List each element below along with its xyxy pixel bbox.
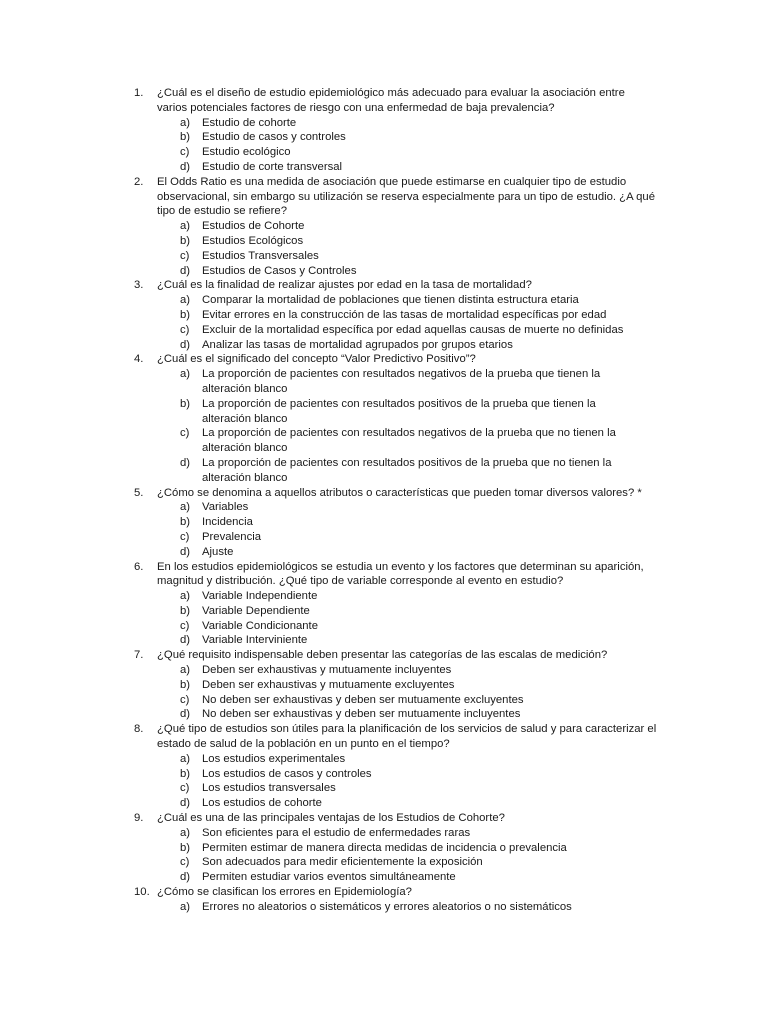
answer-option — [180, 841, 768, 856]
option-text: Excluir de la mortalidad específica por edad aquellas causas de muerte no definidas — [202, 323, 624, 336]
answer-option — [180, 826, 768, 841]
answer-option — [180, 693, 768, 708]
question-2 — [0, 175, 768, 279]
option-text: Estudio de corte transversal — [202, 160, 343, 173]
option-letter: a) — [180, 590, 191, 603]
question-5 — [0, 486, 768, 560]
answer-option — [180, 426, 768, 456]
option-letter: d) — [180, 160, 191, 173]
option-text: Los estudios de cohorte — [202, 797, 322, 810]
option-text: Los estudios transversales — [202, 782, 336, 795]
option-text: Permiten estudiar varios eventos simultáneamente — [202, 871, 456, 884]
answer-option — [180, 367, 768, 397]
answer-option — [180, 633, 768, 648]
option-text: La proporción de pacientes con resultados positivos de la prueba que no tienen la alteración blanco — [202, 456, 612, 484]
option-letter: d) — [180, 545, 191, 558]
answer-option — [180, 900, 768, 915]
option-text: Variable Interviniente — [202, 634, 308, 647]
option-text: La proporción de pacientes con resultados positivos de la prueba que tienen la alteración blanco — [202, 397, 596, 425]
answer-option — [180, 219, 768, 234]
option-text: Ajuste — [202, 545, 234, 558]
answer-option — [180, 752, 768, 767]
option-letter: b) — [180, 234, 191, 247]
option-text: Comparar la mortalidad de poblaciones que tienen distinta estructura etaria — [202, 294, 579, 307]
option-letter: b) — [180, 397, 191, 410]
question-10 — [0, 885, 768, 915]
option-text: Estudios de Casos y Controles — [202, 264, 357, 277]
option-letter: b) — [180, 516, 191, 529]
option-text: Son adecuados para medir eficientemente la exposición — [202, 856, 483, 869]
option-letter: a) — [180, 501, 191, 514]
question-1 — [0, 86, 768, 175]
answer-option — [180, 870, 768, 885]
answer-option — [180, 530, 768, 545]
option-text: Estudios de Cohorte — [202, 220, 305, 233]
question-number: 3. — [134, 279, 144, 292]
option-letter: c) — [180, 249, 190, 262]
option-text: Permiten estimar de manera directa medidas de incidencia o prevalencia — [202, 841, 567, 854]
question-number: 8. — [134, 723, 144, 736]
answer-option — [180, 323, 768, 338]
option-text: Evitar errores en la construcción de las tasas de mortalidad específicas por edad — [202, 308, 607, 321]
question-9 — [0, 811, 768, 885]
answer-option — [180, 678, 768, 693]
option-text: Prevalencia — [202, 530, 262, 543]
answer-option — [180, 545, 768, 560]
question-text: ¿Cuál es la finalidad de realizar ajustes por edad en la tasa de mortalidad? — [157, 279, 532, 292]
option-text: Estudio de cohorte — [202, 116, 297, 129]
question-number: 9. — [134, 812, 144, 825]
question-number: 5. — [134, 486, 144, 499]
option-letter: c) — [180, 323, 190, 336]
option-text: Estudio de casos y controles — [202, 131, 346, 144]
option-letter: b) — [180, 841, 191, 854]
answer-option — [180, 234, 768, 249]
option-text: Estudios Transversales — [202, 249, 319, 262]
option-letter: b) — [180, 767, 191, 780]
answer-option — [180, 707, 768, 722]
option-letter: c) — [180, 427, 190, 440]
option-letter: a) — [180, 116, 191, 129]
answer-option — [180, 397, 768, 427]
option-letter: d) — [180, 871, 191, 884]
answer-option — [180, 456, 768, 486]
option-text: Variable Dependiente — [202, 604, 310, 617]
option-letter: a) — [180, 900, 191, 913]
answer-option — [180, 145, 768, 160]
option-letter: a) — [180, 826, 191, 839]
question-text: En los estudios epidemiológicos se estudia un evento y los factores que determinan su aparición, magnitud y distribución. ¿Qué tipo de variable corresponde al evento en estudio? — [157, 560, 644, 588]
option-text: Errores no aleatorios o sistemáticos y errores aleatorios o no sistemáticos — [202, 900, 572, 913]
question-6 — [0, 560, 768, 649]
question-4 — [0, 352, 768, 485]
answer-option — [180, 619, 768, 634]
option-letter: a) — [180, 368, 191, 381]
question-text: ¿Qué requisito indispensable deben presentar las categorías de las escalas de medición? — [157, 649, 608, 662]
option-letter: c) — [180, 782, 190, 795]
option-letter: b) — [180, 604, 191, 617]
answer-option — [180, 589, 768, 604]
answer-option — [180, 781, 768, 796]
answer-option — [180, 116, 768, 131]
answer-option — [180, 130, 768, 145]
option-letter: b) — [180, 131, 191, 144]
question-7 — [0, 648, 768, 722]
answer-option — [180, 293, 768, 308]
option-text: Analizar las tasas de mortalidad agrupados por grupos etarios — [202, 338, 513, 351]
option-letter: c) — [180, 530, 190, 543]
option-letter: d) — [180, 264, 191, 277]
option-letter: c) — [180, 146, 190, 159]
question-3 — [0, 278, 768, 352]
question-text: ¿Cuál es el diseño de estudio epidemiológico más adecuado para evaluar la asociación entre varios potenciales factores de riesgo con una enfermedad de baja prevalencia? — [157, 87, 625, 114]
option-letter: d) — [180, 338, 191, 351]
question-text: ¿Cómo se denomina a aquellos atributos o características que pueden tomar diversos valores? * — [157, 486, 642, 499]
option-text: Variable Condicionante — [202, 619, 318, 632]
option-letter: c) — [180, 693, 190, 706]
option-text: Variables — [202, 501, 249, 514]
option-letter: a) — [180, 664, 191, 677]
option-letter: a) — [180, 220, 191, 233]
option-text: Estudio ecológico — [202, 146, 291, 159]
question-text: ¿Cómo se clasifican los errores en Epidemiología? — [157, 886, 412, 899]
option-text: Son eficientes para el estudio de enfermedades raras — [202, 826, 471, 839]
option-letter: c) — [180, 619, 190, 632]
answer-option — [180, 855, 768, 870]
option-letter: a) — [180, 752, 191, 765]
option-letter: b) — [180, 308, 191, 321]
question-number: 2. — [134, 175, 144, 188]
question-number: 4. — [134, 353, 144, 366]
option-text: No deben ser exhaustivas y deben ser mutuamente incluyentes — [202, 708, 521, 721]
question-text: El Odds Ratio es una medida de asociación que puede estimarse en cualquier tipo de estudio observacional, sin embargo su utilización se reserva especialmente para un tipo de estudio. ¿A qué tipo de estudio se refiere? — [157, 175, 655, 218]
question-number: 7. — [134, 649, 144, 662]
option-text: La proporción de pacientes con resultados negativos de la prueba que no tienen la alteración blanco — [202, 427, 616, 455]
option-letter: b) — [180, 678, 191, 691]
answer-option — [180, 604, 768, 619]
option-letter: d) — [180, 456, 191, 469]
question-list — [0, 86, 768, 915]
option-letter: c) — [180, 856, 190, 869]
option-text: Deben ser exhaustivas y mutuamente excluyentes — [202, 678, 455, 691]
answer-option — [180, 796, 768, 811]
answer-option — [180, 515, 768, 530]
answer-option — [180, 500, 768, 515]
option-text: La proporción de pacientes con resultados negativos de la prueba que tienen la alteración blanco — [202, 368, 601, 395]
option-text: Variable Independiente — [202, 590, 318, 603]
option-text: No deben ser exhaustivas y deben ser mutuamente excluyentes — [202, 693, 524, 706]
option-text: Los estudios experimentales — [202, 752, 346, 765]
option-text: Los estudios de casos y controles — [202, 767, 372, 780]
answer-option — [180, 663, 768, 678]
answer-option — [180, 264, 768, 279]
option-letter: a) — [180, 294, 191, 307]
option-letter: d) — [180, 708, 191, 721]
answer-option — [180, 767, 768, 782]
option-text: Estudios Ecológicos — [202, 234, 304, 247]
question-number: 1. — [134, 87, 144, 99]
answer-option — [180, 338, 768, 353]
question-text: ¿Qué tipo de estudios son útiles para la planificación de los servicios de salud y para caracterizar el estado de salud de la población en un punto en el tiempo? — [157, 723, 657, 751]
option-letter: d) — [180, 797, 191, 810]
question-number: 10. — [134, 886, 150, 899]
option-text: Deben ser exhaustivas y mutuamente incluyentes — [202, 664, 452, 677]
option-text: Incidencia — [202, 516, 253, 529]
question-8 — [0, 722, 768, 811]
answer-option — [180, 249, 768, 264]
question-text: ¿Cuál es el significado del concepto “Valor Predictivo Positivo”? — [157, 353, 476, 366]
question-text: ¿Cuál es una de las principales ventajas de los Estudios de Cohorte? — [157, 812, 505, 825]
answer-option — [180, 160, 768, 175]
option-letter: d) — [180, 634, 191, 647]
question-number: 6. — [134, 560, 144, 573]
answer-option — [180, 308, 768, 323]
